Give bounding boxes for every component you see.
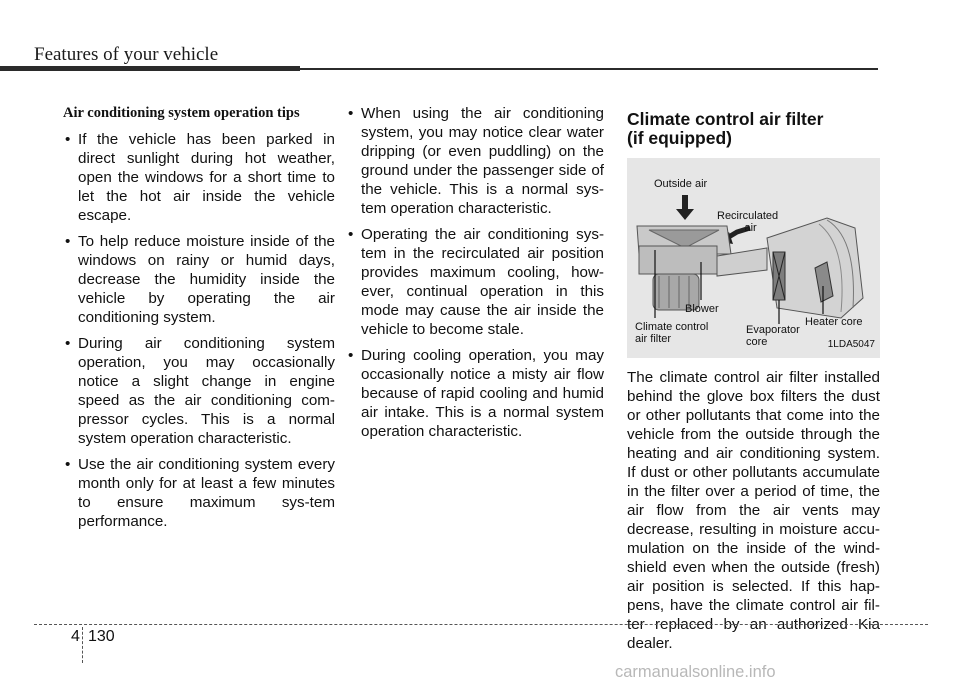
label-air-filter-line2: air filter [635, 333, 672, 345]
figure-code: 1LDA5047 [827, 339, 875, 350]
column-middle [346, 104, 604, 448]
tip-item: • To help reduce moisture inside of the windows on rainy or humid days, decrease the humidity inside the vehicle by operating the air conditioning system. [63, 232, 335, 327]
header-rule-thin [300, 68, 878, 70]
page-header-title: Features of your vehicle [34, 44, 219, 65]
tip-item: • During air conditioning system operation, you may occasionally notice a slight change in engine speed as the air conditioning com-pressor cycles. This is a normal system operation characteristic. [63, 334, 335, 448]
label-recirculated [717, 210, 778, 234]
tip-item: • During cooling operation, you may occasionally notice a misty air flow because of rapid cooling and humid air intake. This is a normal system operation characteristic. [346, 346, 604, 441]
tip-item: • Operating the air conditioning sys-tem in the recirculated air position provides maximum cooling, how-ever, continual operation in this mode may cause the air inside the vehicle to become stale. [346, 225, 604, 339]
label-evaporator [746, 324, 800, 348]
label-air-filter [635, 321, 708, 345]
tips-heading: Air conditioning system operation tips [63, 105, 300, 121]
footer-divider [82, 627, 83, 663]
label-evaporator-line1: Evaporator [746, 324, 800, 336]
tip-item: • Use the air conditioning system every month only for at least a few minutes to ensure maximum sys-tem performance. [63, 455, 335, 531]
column-right [627, 110, 880, 653]
filter-title-line2: (if equipped) [627, 128, 732, 148]
tip-item: • If the vehicle has been parked in direct sunlight during hot weather, open the windows for a short time to let the hot air inside the vehicle escape. [63, 130, 335, 225]
footer-rule [34, 624, 928, 625]
hvac-diagram [627, 158, 880, 358]
tips-list [63, 130, 335, 531]
watermark-text: carmanualsonline.info [615, 663, 776, 681]
label-blower: Blower [685, 303, 719, 315]
tips-list-continued [346, 104, 604, 441]
header-rule-thick [0, 66, 300, 71]
label-evaporator-line2: core [746, 336, 768, 348]
tip-item: • When using the air conditioning system, you may notice clear water dripping (or even puddling) on the ground under the passenger side of the vehicle. This is a normal sys-tem operation characteristic. [346, 104, 604, 218]
label-heater-core: Heater core [805, 316, 863, 328]
filter-section-title [627, 110, 880, 148]
label-recirculated-line1: Recirculated [717, 210, 779, 222]
filter-body-text: The climate control air filter installed behind the glove box filters the dust or other pollutants that come into the vehicle from the outside through the heating and air conditioning system. If dust or other pollutants accumulate in the filter over a period of time, the air flow from the air vents may decrease, resulting in moisture accu-mulation on the inside of the wind-shield even when the outside (fresh) air position is selected. If this hap-pens, have the climate control air fil-ter replaced by an authorized Kia dealer. [627, 369, 880, 652]
chapter-number: 4 [71, 628, 80, 645]
column-left [63, 104, 335, 538]
label-recirculated-line2: air [744, 222, 757, 234]
filter-title-line1: Climate control air filter [627, 109, 824, 129]
label-air-filter-line1: Climate control [635, 321, 709, 333]
page-number: 130 [88, 628, 115, 645]
label-outside-air: Outside air [654, 178, 708, 190]
